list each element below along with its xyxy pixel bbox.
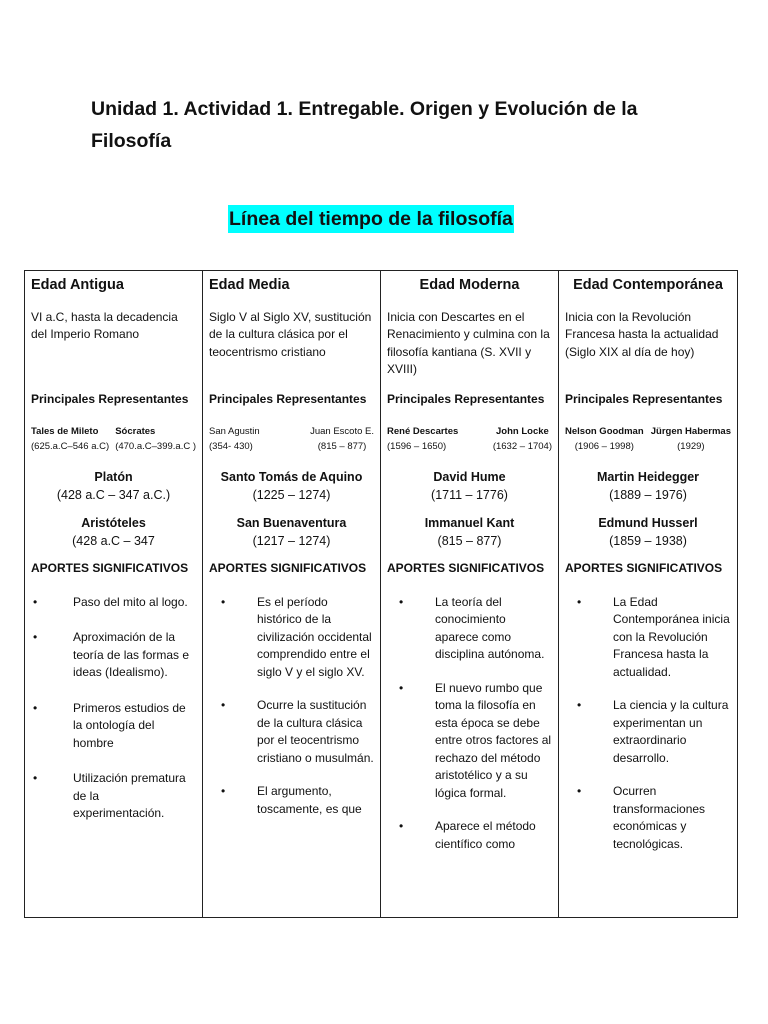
list-item: • La Edad Contemporánea inicia con la Revolución Francesa hasta la actualidad.: [565, 594, 731, 682]
list-item: • Utilización prematura de la experimentación.: [31, 770, 196, 823]
bullet-icon: •: [221, 594, 226, 609]
major-representative: [209, 514, 374, 550]
representative: [115, 424, 196, 454]
major-representative: [31, 468, 196, 504]
representative-dates: (1889 – 1976): [609, 488, 687, 502]
list-item: • Primeros estudios de la ontología del hombre: [31, 700, 196, 753]
aportes-list: [565, 594, 731, 854]
representative-dates: (1711 – 1776): [431, 488, 508, 502]
representative: [31, 424, 109, 454]
representative-name: Tales de Mileto: [31, 426, 99, 437]
representative-dates: (1632 – 1704): [492, 441, 552, 452]
representative: [209, 424, 260, 454]
column-heading: Edad Contemporánea: [573, 277, 723, 293]
representative-dates: (428 a.C – 347 a.C.): [56, 488, 171, 502]
aportes-list: [31, 594, 196, 823]
column-edad-antigua: [25, 271, 203, 918]
column-heading: Edad Moderna: [419, 277, 520, 293]
representatives-title: Principales Representantes: [209, 391, 367, 406]
list-item: • Paso del mito al logo.: [31, 594, 196, 612]
aportes-title: APORTES SIGNIFICATIVOS: [565, 561, 723, 575]
representative-dates: (354- 430): [209, 441, 253, 452]
representative-name: Nelson Goodman: [565, 426, 644, 437]
representative-name: Juan Escoto E.: [310, 426, 374, 437]
list-item: • Es el período histórico de la civilización occidental comprendido entre el siglo V y el siglo XV.: [209, 594, 374, 682]
representative-dates: (1859 – 1938): [609, 534, 687, 548]
list-item: • Ocurre la sustitución de la cultura clásica por el teocentrismo cristiano o musulmán.: [209, 697, 374, 767]
representative-name: San Buenaventura: [236, 516, 347, 530]
aportes-list: [209, 594, 374, 819]
representative-dates: (1225 – 1274): [252, 488, 331, 502]
bullet-icon: •: [33, 630, 38, 644]
representative-name: San Agustin: [209, 426, 260, 437]
small-representatives: [387, 424, 552, 454]
column-heading: Edad Media: [209, 277, 290, 293]
representative-name: René Descartes: [387, 426, 459, 437]
representative: [493, 424, 552, 454]
timeline-table: [24, 270, 738, 918]
bullet-icon: •: [577, 698, 582, 712]
representatives-title: Principales Representantes: [387, 391, 545, 406]
bullet-icon: •: [577, 784, 582, 798]
column-description: VI a.C, hasta la decadencia del Imperio Romano: [31, 309, 178, 341]
bullet-icon: •: [33, 700, 38, 715]
column-edad-moderna: [381, 271, 559, 918]
major-representative: [565, 514, 731, 550]
bullet-icon: •: [399, 594, 404, 609]
representatives-title: Principales Representantes: [31, 391, 189, 406]
representative-dates: (1217 – 1274): [252, 534, 331, 548]
list-item: • Aproximación de la teoría de las formas e ideas (Idealismo).: [31, 629, 196, 682]
representative: [387, 424, 458, 454]
list-item: • La ciencia y la cultura experimentan un extraordinario desarrollo.: [565, 697, 731, 767]
small-representatives: [209, 424, 374, 454]
column-description: Inicia con la Revolución Francesa hasta la actualidad (Siglo XIX al día de hoy): [565, 309, 719, 359]
representative-name: Aristóteles: [81, 516, 146, 530]
representative-name: Edmund Husserl: [598, 516, 698, 530]
list-item: • La teoría del conocimiento aparece como disciplina autónoma.: [387, 594, 552, 664]
bullet-icon: •: [399, 680, 404, 695]
representative-dates: (1596 – 1650): [387, 441, 447, 452]
bullet-icon: •: [221, 784, 226, 798]
bullet-icon: •: [577, 594, 582, 609]
representative-name: Immanuel Kant: [424, 516, 515, 530]
representative-dates: (470.a.C–399.a.C ): [115, 441, 196, 452]
representative-name: John Locke: [496, 426, 549, 437]
representative-dates: (428 a.C – 347: [72, 534, 155, 548]
representative-dates: (815 – 877): [317, 441, 367, 452]
representative-name: Santo Tomás de Aquino: [220, 470, 363, 484]
column-edad-contemporanea: [559, 271, 738, 918]
major-representative: [387, 468, 552, 504]
small-representatives: [31, 424, 196, 454]
representative-dates: (625.a.C–546 a.C): [31, 441, 110, 452]
list-item: • Ocurren transformaciones económicas y tecnológicas.: [565, 783, 731, 853]
representative-dates: (1929): [677, 441, 705, 452]
small-representatives: [565, 424, 731, 454]
column-description: Siglo V al Siglo XV, sustitución de la cultura clásica por el teocentrismo cristiano: [209, 309, 372, 359]
representative-name: Martin Heidegger: [596, 470, 700, 484]
column-description: Inicia con Descartes en el Renacimiento y culmina con la filosofía kantiana (S. XVII y XVIII): [387, 309, 550, 376]
representative-name: Platón: [94, 470, 133, 484]
list-item: • Aparece el método científico como: [387, 818, 552, 853]
representatives-title: Principales Representantes: [565, 391, 723, 406]
bullet-icon: •: [221, 698, 226, 712]
representative-name: Jürgen Habermas: [650, 426, 731, 437]
column-heading: Edad Antigua: [31, 277, 124, 293]
major-representative: [565, 468, 731, 504]
bullet-icon: •: [399, 819, 404, 833]
list-item: • El nuevo rumbo que toma la filosofía en esta época se debe entre otros factores al rechazo del método aristotélico y a su lógica formal.: [387, 680, 552, 803]
representative: [565, 424, 644, 454]
major-representative: [387, 514, 552, 550]
column-edad-media: [203, 271, 381, 918]
representative-dates: (815 – 877): [437, 534, 502, 548]
document-title: Unidad 1. Actividad 1. Entregable. Origen y Evolución de la Filosofía: [91, 98, 638, 152]
bullet-icon: •: [33, 771, 38, 785]
major-representative: [31, 514, 196, 550]
representative-dates: (1906 – 1998): [574, 441, 634, 452]
representative: [310, 424, 374, 454]
bullet-icon: •: [33, 594, 38, 609]
aportes-title: APORTES SIGNIFICATIVOS: [31, 561, 189, 575]
aportes-title: APORTES SIGNIFICATIVOS: [209, 561, 367, 575]
representative-name: Sócrates: [115, 426, 156, 437]
timeline-subtitle: Línea del tiempo de la filosofía: [228, 205, 514, 233]
aportes-list: [387, 594, 552, 854]
representative: [651, 424, 731, 454]
representative-name: David Hume: [433, 470, 506, 484]
list-item: • El argumento, toscamente, es que: [209, 783, 374, 818]
aportes-title: APORTES SIGNIFICATIVOS: [387, 561, 545, 575]
major-representative: [209, 468, 374, 504]
